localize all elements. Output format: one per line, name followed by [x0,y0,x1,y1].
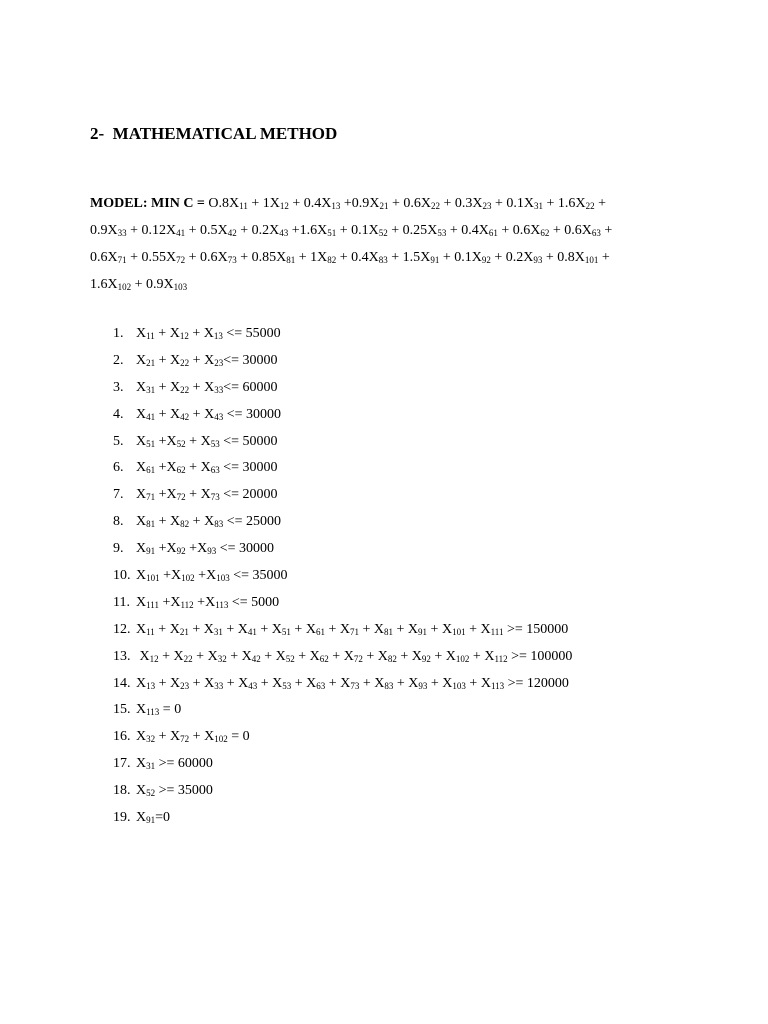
model-expression: $1.6X_{102} + 0.9X_{103}$ [90,277,188,292]
constraint-number: 18. [113,783,131,799]
constraint-item [113,780,572,807]
constraint-item [113,619,572,646]
constraint-number: 14. [113,675,131,691]
constraint-number: 8. [113,514,124,530]
constraint-number: 5. [113,433,124,449]
model-label: MODEL: MIN C = [90,196,209,211]
model-line [90,244,680,271]
constraint-list [113,323,572,834]
constraint-expression: $X_{61} +X_{62} + X_{63} <= 30000$ [136,460,278,476]
constraint-item [113,484,572,511]
constraint-expression: $X_{31} >= 60000$ [136,756,213,772]
constraint-expression: $X_{91}=0$ [136,810,171,826]
constraint-item [113,699,572,726]
constraint-number: 9. [113,541,124,557]
constraint-number: 11. [113,594,130,610]
section-heading: 2- MATHEMATICAL METHOD [90,124,338,143]
constraint-item [113,646,572,673]
constraint-expression: $X_{32} + X_{72} + X_{102} = 0$ [136,729,250,745]
constraint-item [113,404,572,431]
constraint-number: 17. [113,756,131,772]
constraint-expression: $X_{81} + X_{82} + X_{83} <= 25000$ [136,514,281,530]
constraint-expression: $X_{111} +X_{112} +X_{113} <= 5000$ [136,594,280,610]
constraint-number: 4. [113,406,124,422]
constraint-item [113,511,572,538]
constraint-expression: $X_{12} + X_{22} + X_{32} + X_{42} + X_{52} + X_{62} + X_{72} + X_{82} + X_{92} + X_{102} + X_{112} >= 100000$ [139,648,573,664]
constraint-item [113,565,572,592]
model-expression: $0.6X_{71} + 0.55X_{72} + 0.6X_{73} + 0.85X_{81} + 1X_{82} + 0.4X_{83} + 1.5X_{91} + 0.1X_{92} + 0.2X_{93} + 0.8X_{101}$ + [90,250,610,265]
constraint-number: 10. [113,568,131,584]
constraint-number: 16. [113,729,131,745]
constraint-number: 1. [113,326,124,341]
constraint-number: 15. [113,702,131,718]
constraint-expression: $X_{71} +X_{72} + X_{73} <= 20000$ [136,487,278,503]
constraint-item [113,457,572,484]
constraint-item [113,753,572,780]
constraint-item [113,377,572,404]
constraint-expression: $X_{113} = 0$ [136,702,182,718]
constraint-item [113,592,572,619]
model-expression: $0.9X_{33} + 0.12X_{41} + 0.5X_{42} + 0.2X_{43} +1.6X_{51} + 0.1X_{52} + 0.25X_{53} + 0.4X_{61} + 0.6X_{62} + 0.6X_{63}$ + [90,223,613,238]
constraint-number: 19. [113,810,131,826]
model-line [90,271,680,298]
constraint-expression: $X_{52} >= 35000$ [136,783,213,799]
constraint-expression: $X_{51} +X_{52} + X_{53} <= 50000$ [136,433,278,449]
constraint-expression: $X_{11} + X_{12} + X_{13} <= 55000$ [136,326,281,341]
constraint-expression: $X_{91} +X_{92} +X_{93} <= 30000$ [136,541,274,557]
constraint-item [113,431,572,458]
constraint-expression: $X_{31} + X_{22} + X_{33}<= 60000$ [136,379,278,395]
model-line [90,190,680,217]
constraint-number: 2. [113,352,124,368]
constraint-number: 6. [113,460,124,476]
constraint-expression: $X_{101} +X_{102} +X_{103} <= 35000$ [136,568,288,584]
constraint-item [113,350,572,377]
model-line [90,217,680,244]
constraint-number: 7. [113,487,124,503]
constraint-expression: $X_{21} + X_{22} + X_{23}<= 30000$ [136,352,278,368]
constraint-number: 12. [113,621,131,637]
constraint-number: 13. [113,648,131,664]
objective-function [90,190,680,298]
constraint-item [113,807,572,834]
constraint-item [113,673,572,700]
model-expression: $O.8X_{11} + 1X_{12} + 0.4X_{13} +0.9X_{21} + 0.6X_{22} + 0.3X_{23} + 0.1X_{31} + 1.6X_{22}$ + [208,196,606,211]
constraint-item [113,323,572,350]
constraint-item [113,538,572,565]
constraint-number: 3. [113,379,124,395]
constraint-expression: $X_{41} + X_{42} + X_{43} <= 30000$ [136,406,281,422]
constraint-item [113,726,572,753]
constraint-expression: $X_{11} + X_{21} + X_{31} + X_{41} + X_{51} + X_{61} + X_{71} + X_{81} + X_{91} + X_{101} + X_{111} >= 150000$ [136,621,569,637]
constraint-expression: $X_{13} + X_{23} + X_{33} + X_{43} + X_{53} + X_{63} + X_{73} + X_{83} + X_{93} + X_{103} + X_{113} >= 120000$ [136,675,569,691]
